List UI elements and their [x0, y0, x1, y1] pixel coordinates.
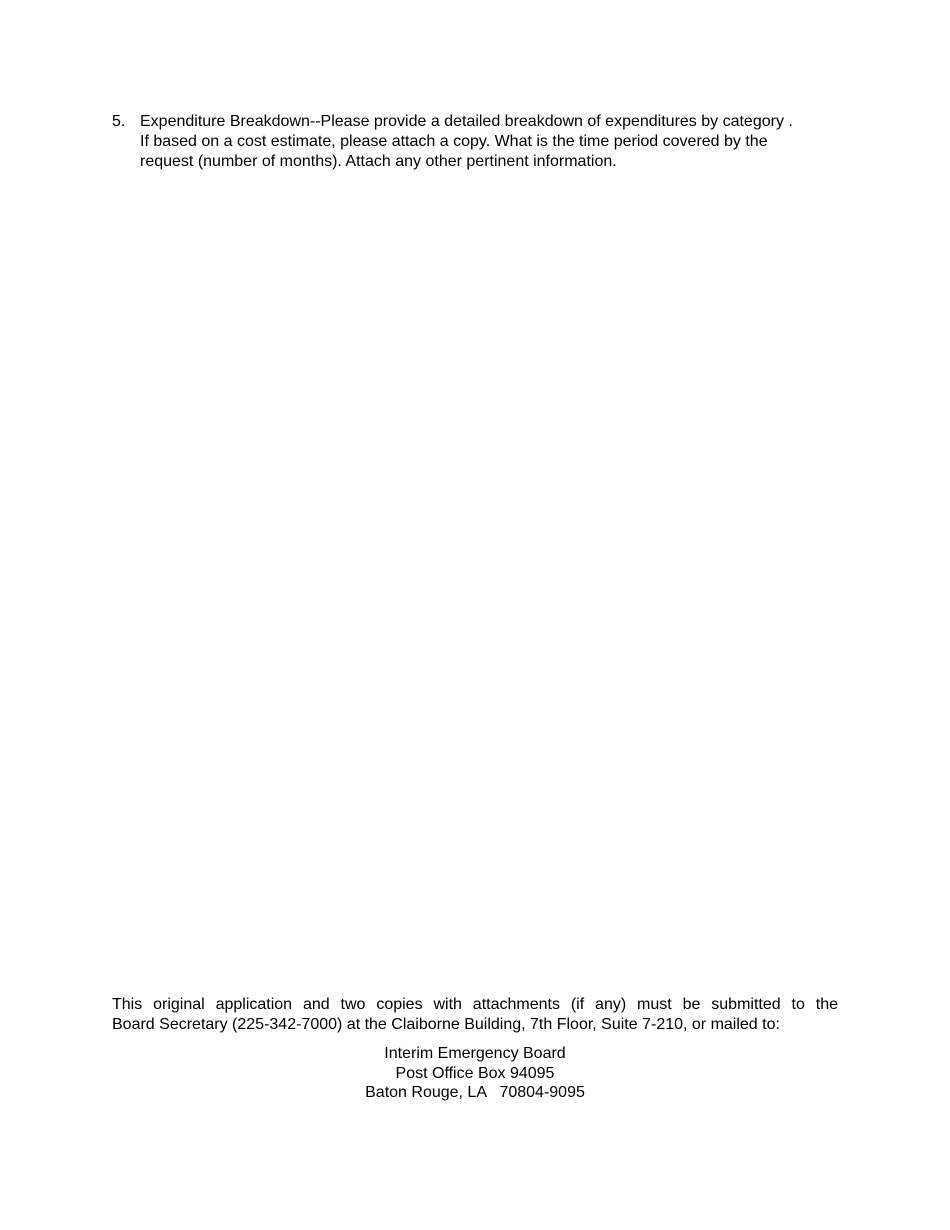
- item-number: 5.: [112, 113, 126, 130]
- item-text: [140, 112, 847, 172]
- submission-line: Board Secretary (225-342-7000) at the Claiborne Building, 7th Floor, Suite 7-210, or mailed to:: [112, 1016, 780, 1033]
- mailing-address: [300, 1044, 650, 1103]
- submission-instructions: [112, 995, 838, 1035]
- item-text-line: If based on a cost estimate, please attach a copy. What is the time period covered by the: [140, 133, 768, 150]
- address-city-state-zip: Baton Rouge, LA 70804-9095: [365, 1084, 585, 1101]
- address-po-box: Post Office Box 94095: [395, 1064, 555, 1082]
- submission-line: This original application and two copies with attachments (if any) must be submitted to the: [112, 996, 838, 1013]
- address-name: Interim Emergency Board: [384, 1045, 566, 1062]
- item-text-line: request (number of months). Attach any other pertinent information.: [140, 153, 617, 170]
- instruction-item-5: [112, 112, 847, 172]
- item-text-line: Expenditure Breakdown--Please provide a detailed breakdown of expenditures by category .: [140, 113, 793, 130]
